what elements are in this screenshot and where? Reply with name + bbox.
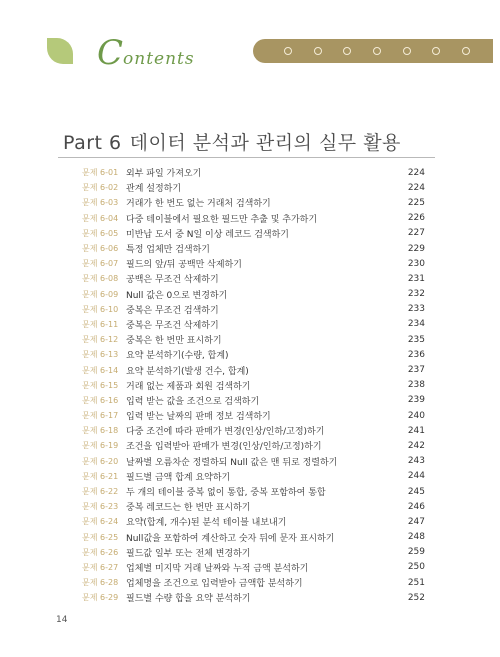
toc-item-page: 240 bbox=[407, 410, 425, 421]
toc-item-title: 두 개의 테이블 중복 없이 통합, 중복 포함하여 통합 bbox=[126, 488, 326, 499]
toc-item-page: 227 bbox=[407, 228, 425, 239]
toc-item-page: 250 bbox=[407, 562, 425, 573]
toc-item-page: 247 bbox=[407, 516, 425, 527]
toc-item-page: 242 bbox=[407, 440, 425, 451]
toc-entry[interactable] bbox=[82, 408, 425, 423]
toc-item-title: 외부 파일 가져오기 bbox=[126, 169, 202, 180]
heading-divider bbox=[58, 157, 435, 158]
toc-item-page: 248 bbox=[407, 532, 425, 543]
toc-item-page: 235 bbox=[407, 334, 425, 345]
toc-entry[interactable] bbox=[82, 514, 425, 529]
toc-entry[interactable] bbox=[82, 226, 425, 241]
toc-item-page: 234 bbox=[407, 319, 425, 330]
toc-item-page: 239 bbox=[407, 395, 425, 406]
decorative-banner bbox=[253, 39, 493, 63]
toc-entry[interactable] bbox=[82, 530, 425, 545]
toc-entry[interactable] bbox=[82, 287, 425, 302]
toc-item-number: 문제 6-16 bbox=[82, 395, 119, 405]
toc-item-number: 문제 6-12 bbox=[82, 335, 119, 345]
toc-item-number: 문제 6-29 bbox=[82, 593, 119, 603]
toc-entry[interactable] bbox=[82, 590, 425, 605]
toc-item-number: 문제 6-02 bbox=[82, 183, 119, 193]
toc-item-number: 문제 6-17 bbox=[82, 411, 119, 421]
toc-item-title: 필드의 앞/뒤 공백만 삭제하기 bbox=[126, 260, 242, 271]
toc-item-title: Null 값은 0으로 변경하기 bbox=[126, 290, 228, 301]
toc-item-number: 문제 6-11 bbox=[82, 319, 119, 329]
toc-entry[interactable] bbox=[82, 317, 425, 332]
part-title: 데이터 분석과 관리의 실무 활용 bbox=[129, 132, 401, 154]
contents-initial: C bbox=[97, 33, 124, 73]
toc-entry[interactable] bbox=[82, 454, 425, 469]
toc-item-title: 중복 레코드는 한 번만 표시하기 bbox=[126, 503, 251, 514]
banner-ring-icon bbox=[314, 47, 322, 55]
toc-entry[interactable] bbox=[82, 393, 425, 408]
toc-item-page: 245 bbox=[407, 486, 425, 497]
toc-item-title: 입력 받는 값을 조건으로 검색하기 bbox=[126, 396, 260, 407]
toc-item-number: 문제 6-06 bbox=[82, 244, 119, 254]
toc-item-page: 224 bbox=[407, 182, 425, 193]
toc-entry[interactable] bbox=[82, 423, 425, 438]
toc-entry[interactable] bbox=[82, 347, 425, 362]
toc-item-title: 요약 분석하기(수량, 합계) bbox=[126, 351, 229, 362]
toc-item-page: 231 bbox=[407, 273, 425, 284]
toc-entry[interactable] bbox=[82, 560, 425, 575]
toc-entry[interactable] bbox=[82, 499, 425, 514]
toc-entry[interactable] bbox=[82, 438, 425, 453]
toc-item-number: 문제 6-13 bbox=[82, 350, 119, 360]
toc-item-number: 문제 6-27 bbox=[82, 562, 119, 572]
toc-item-number: 문제 6-21 bbox=[82, 471, 119, 481]
toc-item-number: 문제 6-18 bbox=[82, 426, 119, 436]
page-number: 14 bbox=[56, 615, 68, 625]
banner-ring-icon bbox=[284, 47, 292, 55]
toc-item-title: 거래가 한 번도 없는 거래처 검색하기 bbox=[126, 199, 271, 210]
toc-item-page: 259 bbox=[407, 547, 425, 558]
toc-item-number: 문제 6-15 bbox=[82, 380, 119, 390]
toc-item-page: 238 bbox=[407, 380, 425, 391]
toc-item-title: 필드값 일부 또는 전체 변경하기 bbox=[126, 548, 251, 559]
leaf-ornament-icon bbox=[47, 38, 73, 64]
toc-item-number: 문제 6-05 bbox=[82, 228, 119, 238]
toc-item-number: 문제 6-20 bbox=[82, 456, 119, 466]
toc-item-number: 문제 6-07 bbox=[82, 259, 119, 269]
toc-item-number: 문제 6-28 bbox=[82, 578, 119, 588]
toc-list bbox=[82, 165, 425, 605]
toc-item-number: 문제 6-19 bbox=[82, 441, 119, 451]
toc-item-title: 요약(합계, 개수)된 분석 테이블 내보내기 bbox=[126, 518, 287, 529]
toc-item-page: 232 bbox=[407, 289, 425, 300]
toc-entry[interactable] bbox=[82, 575, 425, 590]
toc-item-page: 243 bbox=[407, 456, 425, 467]
toc-entry[interactable] bbox=[82, 256, 425, 271]
contents-heading bbox=[97, 33, 195, 73]
toc-item-page: 230 bbox=[407, 258, 425, 269]
banner-ring-icon bbox=[343, 47, 351, 55]
toc-item-title: 특정 업체만 검색하기 bbox=[126, 245, 210, 256]
toc-entry[interactable] bbox=[82, 302, 425, 317]
toc-item-title: 거래 없는 제품과 회원 검색하기 bbox=[126, 381, 251, 392]
toc-item-page: 252 bbox=[407, 592, 425, 603]
toc-item-number: 문제 6-03 bbox=[82, 198, 119, 208]
toc-item-page: 246 bbox=[407, 501, 425, 512]
toc-item-number: 문제 6-01 bbox=[82, 168, 119, 178]
toc-item-title: 필드별 수량 합을 요약 분석하기 bbox=[126, 594, 251, 605]
toc-item-title: 공백은 무조건 삭제하기 bbox=[126, 275, 219, 286]
toc-item-title: Null값을 포함하여 계산하고 숫자 뒤에 문자 표시하기 bbox=[126, 533, 335, 544]
toc-item-title: 업체명을 조건으로 입력받아 금액합 분석하기 bbox=[126, 579, 303, 590]
toc-item-number: 문제 6-26 bbox=[82, 547, 119, 557]
toc-item-title: 중복은 무조건 삭제하기 bbox=[126, 320, 219, 331]
toc-item-page: 229 bbox=[407, 243, 425, 254]
toc-item-number: 문제 6-10 bbox=[82, 304, 119, 314]
banner-ring-icon bbox=[432, 47, 440, 55]
toc-item-page: 251 bbox=[407, 577, 425, 588]
contents-rest: ontents bbox=[123, 49, 195, 69]
banner-ring-icon bbox=[462, 47, 470, 55]
toc-entry[interactable] bbox=[82, 332, 425, 347]
toc-entry[interactable] bbox=[82, 545, 425, 560]
toc-entry[interactable] bbox=[82, 378, 425, 393]
toc-item-title: 미반납 도서 중 N일 이상 레코드 검색하기 bbox=[126, 229, 290, 240]
toc-entry[interactable] bbox=[82, 271, 425, 286]
banner-ring-icon bbox=[373, 47, 381, 55]
toc-item-number: 문제 6-04 bbox=[82, 213, 119, 223]
toc-item-title: 조건을 입력받아 판매가 변경(인상/인하/고정)하기 bbox=[126, 442, 322, 453]
toc-item-title: 관계 설정하기 bbox=[126, 184, 182, 195]
toc-item-title: 업체별 미지막 거래 날짜와 누적 금액 분석하기 bbox=[126, 563, 309, 574]
toc-item-title: 중복은 무조건 검색하기 bbox=[126, 305, 219, 316]
toc-entry[interactable] bbox=[82, 362, 425, 377]
toc-entry[interactable] bbox=[82, 469, 425, 484]
part-heading bbox=[63, 128, 401, 155]
toc-item-page: 237 bbox=[407, 365, 425, 376]
toc-entry[interactable] bbox=[82, 241, 425, 256]
toc-entry[interactable] bbox=[82, 211, 425, 226]
toc-item-page: 226 bbox=[407, 213, 425, 224]
part-number: Part 6 bbox=[63, 132, 122, 154]
toc-item-number: 문제 6-22 bbox=[82, 487, 119, 497]
toc-item-number: 문제 6-24 bbox=[82, 517, 119, 527]
toc-item-page: 233 bbox=[407, 304, 425, 315]
toc-item-page: 244 bbox=[407, 471, 425, 482]
toc-item-number: 문제 6-14 bbox=[82, 365, 119, 375]
toc-item-number: 문제 6-25 bbox=[82, 532, 119, 542]
toc-item-title: 중복은 한 번만 표시하기 bbox=[126, 336, 222, 347]
toc-entry[interactable] bbox=[82, 165, 425, 180]
toc-item-title: 필드별 금액 합계 요약하기 bbox=[126, 472, 231, 483]
toc-item-number: 문제 6-09 bbox=[82, 289, 119, 299]
toc-item-title: 입력 받는 날짜의 판매 정보 검색하기 bbox=[126, 412, 271, 423]
toc-item-page: 224 bbox=[407, 167, 425, 178]
toc-item-page: 241 bbox=[407, 425, 425, 436]
toc-item-page: 225 bbox=[407, 197, 425, 208]
toc-item-number: 문제 6-08 bbox=[82, 274, 119, 284]
toc-item-title: 요약 분석하기(발생 건수, 합계) bbox=[126, 366, 249, 377]
toc-entry[interactable] bbox=[82, 180, 425, 195]
toc-entry[interactable] bbox=[82, 484, 425, 499]
toc-item-title: 다중 테이블에서 필요한 필드만 추출 및 추가하기 bbox=[126, 214, 318, 225]
toc-item-title: 날짜별 오름차순 정렬하되 Null 값은 맨 뒤로 정렬하기 bbox=[126, 457, 338, 468]
banner-ring-icon bbox=[403, 47, 411, 55]
toc-item-number: 문제 6-23 bbox=[82, 502, 119, 512]
toc-entry[interactable] bbox=[82, 195, 425, 210]
toc-item-title: 다중 조건에 따라 판매가 변경(인상/인하/고정)하기 bbox=[126, 427, 325, 438]
toc-item-page: 236 bbox=[407, 349, 425, 360]
